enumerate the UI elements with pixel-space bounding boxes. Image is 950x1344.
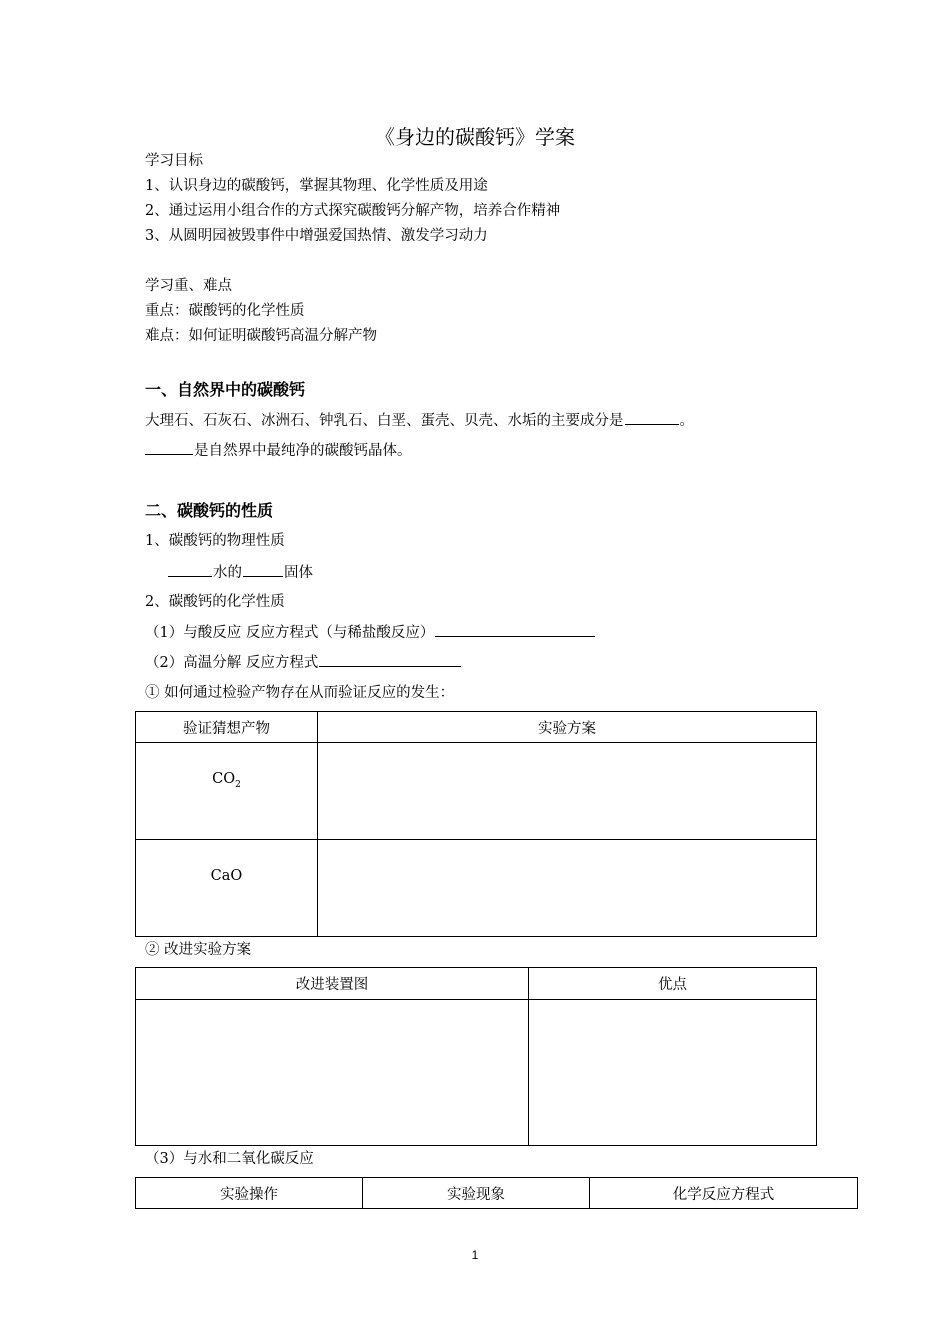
acid-reaction-text: （1）与酸反应 反应方程式（与稀盐酸反应）	[145, 625, 435, 641]
plan-cell-cao[interactable]	[318, 840, 817, 937]
fill-blank-1[interactable]	[625, 410, 679, 425]
section2-heading: 二、碳酸钙的性质	[145, 501, 274, 520]
decomp-text: （2）高温分解 反应方程式	[145, 655, 319, 671]
objective-item-2: 2、通过运用小组合作的方式探究碳酸钙分解产物，培养合作精神	[145, 203, 561, 219]
physical-mid: 水的	[213, 565, 242, 581]
device-diagram-cell[interactable]	[136, 1000, 529, 1146]
objective-item-3: 3、从圆明园被毁事件中增强爱国热情、激发学习动力	[145, 228, 488, 244]
fill-blank-2[interactable]	[145, 440, 193, 455]
objective-item-1: 1、认识身边的碳酸钙，掌握其物理、化学性质及用途	[145, 178, 488, 194]
section1-line2-text: 是自然界中最纯净的碳酸钙晶体。	[194, 443, 412, 459]
verify-heading: ① 如何通过检验产物存在从而验证反应的发生：	[145, 685, 455, 701]
chemical-heading: 2、碳酸钙的化学性质	[145, 594, 285, 610]
table-row	[136, 840, 817, 937]
page-title: 《身边的碳酸钙》学案	[375, 125, 575, 149]
table-row	[136, 743, 817, 840]
improve-table	[135, 967, 817, 1146]
fill-blank-4[interactable]	[243, 562, 283, 577]
improve-heading: ② 改进实验方案	[145, 942, 252, 958]
water-co2-heading: （3）与水和二氧化碳反应	[145, 1151, 314, 1167]
keypoints-heading: 学习重、难点	[145, 278, 232, 294]
water-co2-header-equation: 化学反应方程式	[590, 1178, 858, 1209]
fill-blank-5[interactable]	[435, 622, 595, 637]
product-cao: CaO	[136, 840, 318, 937]
fill-blank-3[interactable]	[168, 562, 212, 577]
section1-line1-end: 。	[679, 413, 694, 429]
keypoint-difficult: 难点：如何证明碳酸钙高温分解产物	[145, 328, 377, 344]
water-co2-header-operation: 实验操作	[136, 1178, 363, 1209]
water-co2-table	[135, 1177, 858, 1209]
product-co2: $CO_2$	[136, 743, 318, 840]
section1-line1	[145, 410, 694, 431]
acid-reaction-line	[145, 622, 596, 643]
plan-cell-co2[interactable]	[318, 743, 817, 840]
physical-heading: 1、碳酸钙的物理性质	[145, 533, 285, 549]
verify-table-header-product: 验证猜想产物	[136, 712, 318, 743]
section1-line2	[145, 440, 412, 461]
verify-table-header-plan: 实验方案	[318, 712, 817, 743]
physical-line	[168, 562, 313, 583]
decomp-line	[145, 652, 462, 673]
table-row	[136, 1000, 817, 1146]
improve-table-header-advantage: 优点	[529, 968, 817, 1000]
verify-table	[135, 711, 817, 937]
keypoint-key: 重点：碳酸钙的化学性质	[145, 303, 305, 319]
advantage-cell[interactable]	[529, 1000, 817, 1146]
improve-table-header-device: 改进装置图	[136, 968, 529, 1000]
page-number: 1	[471, 1248, 479, 1262]
section1-line1-text: 大理石、石灰石、冰洲石、钟乳石、白垩、蛋壳、贝壳、水垢的主要成分是	[145, 413, 624, 429]
water-co2-header-phenomenon: 实验现象	[363, 1178, 590, 1209]
physical-end: 固体	[284, 565, 313, 581]
section1-heading: 一、自然界中的碳酸钙	[145, 380, 306, 399]
objectives-heading: 学习目标	[145, 153, 203, 169]
fill-blank-6[interactable]	[319, 652, 461, 667]
